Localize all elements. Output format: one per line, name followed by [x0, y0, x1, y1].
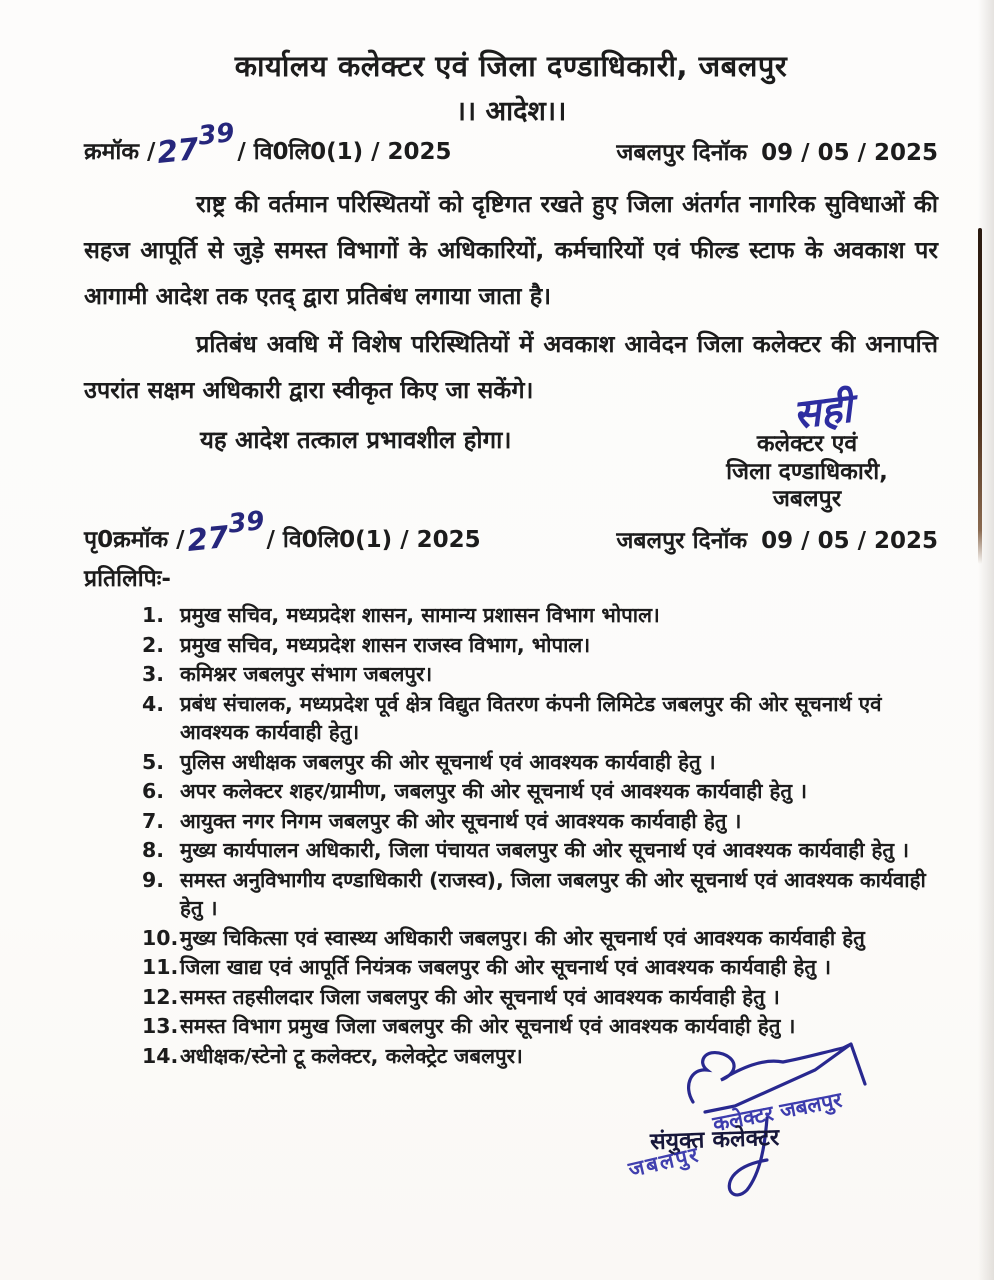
scan-edge-shadow — [978, 0, 994, 1280]
list-item: 14. अधीक्षक/स्टेनो टू कलेक्टर, कलेक्ट्रेट जबलपुर। — [142, 1043, 523, 1068]
list-item: 8. मुख्य कार्यपालन अधिकारी, जिला पंचायत जबलपुर की ओर सूचनार्थ एवं आवश्यक कार्यवाही हेतु । — [142, 838, 910, 862]
list-item: 11. जिला खाद्य एवं आपूर्ति नियंत्रक जबलपुर की ओर सूचनार्थ एवं आवश्यक कार्यवाही हेतु । — [142, 955, 831, 979]
list-item: 4. प्रबंध संचालक, मध्यप्रदेश पूर्व क्षेत्र विद्युत वितरण कंपनी लिमिटेड जबलपुर की ओर सूचनार्थ एवं आवश्यक कार्यवाही हेतु। — [142, 691, 882, 744]
date2-value: 09 / 05 / 2025 — [761, 528, 938, 554]
order-heading: ।। आदेश।। — [455, 96, 567, 127]
collector-signature-block — [672, 382, 942, 514]
effective-immediately-line: यह आदेश तत्काल प्रभावशील होगा। — [200, 426, 512, 454]
list-item: 7. आयुक्त नगर निगम जबलपुर की ओर सूचनार्थ एवं आवश्यक कार्यवाही हेतु । — [142, 808, 742, 833]
signatory-line-2: जिला दण्डाधिकारी, — [726, 458, 888, 485]
date-value: 09 / 05 / 2025 — [761, 140, 938, 166]
signatory-line-1: कलेक्टर एवं — [756, 431, 858, 457]
list-item: 6. अपर कलेक्टर शहर/ग्रामीण, जबलपुर की ओर सूचनार्थ एवं आवश्यक कार्यवाही हेतु । — [142, 779, 808, 803]
handwritten-ref-number-2: 2739 — [184, 505, 266, 559]
paragraph-1: राष्ट्र की वर्तमान परिस्थितयों को दृष्टिगत रखते हुए जिला अंतर्गत नागरिक सुविधाओं की सहज आपूर्ति से जुड़े समस्त विभागों के अधिकारियों, कर्मचारियों एवं फील्ड स्टाफ के अवकाश पर आगामी आदेश तक एतद् द्वारा प्रतिबंध लगाया जाता है। — [84, 190, 938, 310]
reference-date-row-top — [84, 117, 938, 171]
signatory-line-3: जबलपुर — [772, 486, 842, 512]
order-body — [84, 181, 938, 413]
reference-number-top — [84, 117, 452, 171]
paragraph-2: प्रतिबंध अवधि में विशेष परिस्थितियों में अवकाश आवेदन जिला कलेक्टर की अनापत्ति उपरांत सक्षम अधिकारी द्वारा स्वीकृत किए जा सकेंगे। — [84, 330, 938, 404]
list-item: 12. समस्त तहसीलदार जिला जबलपुर की ओर सूचनार्थ एवं आवश्यक कार्यवाही हेतु । — [142, 984, 780, 1009]
place-date-top — [616, 135, 938, 167]
date2-label: जबलपुर दिनॉक — [616, 528, 748, 554]
ref-suffix: / वि0लि0(1) / 2025 — [237, 139, 452, 165]
stamp-text-lower: जबलपुर — [626, 1142, 703, 1182]
list-item: 3. कमिश्नर जबलपुर संभाग जबलपुर। — [142, 662, 433, 686]
endorsement-number — [84, 505, 481, 559]
date-label: जबलपुर दिनॉक — [616, 140, 748, 166]
ref2-prefix: पृ0क्रमॉक / — [84, 527, 185, 553]
list-item: 13. समस्त विभाग प्रमुख जिला जबलपुर की ओर सूचनार्थ एवं आवश्यक कार्यवाही हेतु । — [142, 1014, 796, 1038]
ref-prefix: क्रमॉक / — [84, 139, 156, 165]
copy-to-label: प्रतिलिपिः- — [84, 566, 171, 592]
handwritten-ref-number: 2739 — [155, 117, 237, 171]
scan-edge-streak — [978, 228, 982, 564]
list-item: 5. पुलिस अधीक्षक जबलपुर की ओर सूचनार्थ एवं आवश्यक कार्यवाही हेतु । — [142, 749, 716, 774]
printed-designation: संयुक्त कलेक्टर — [649, 1124, 780, 1156]
stamp-text-upper: कलेक्टर जबलपुर — [710, 1087, 844, 1137]
reference-date-row-bottom — [84, 505, 938, 559]
ref2-suffix: / वि0लि0(1) / 2025 — [266, 527, 481, 553]
copy-distribution-list — [142, 601, 938, 1070]
joint-collector-signature-block — [620, 1040, 950, 1260]
list-item: 9. समस्त अनुविभागीय दण्डाधिकारी (राजस्व), जिला जबलपुर की ओर सूचनार्थ एवं आवश्यक कार्यवाही हेतु । — [142, 867, 926, 920]
handwritten-sahi-mark: सही — [790, 385, 855, 439]
list-item: 1. प्रमुख सचिव, मध्यप्रदेश शासन, सामान्य प्रशासन विभाग भोपाल। — [142, 603, 660, 627]
list-item: 2. प्रमुख सचिव, मध्यप्रदेश शासन राजस्व विभाग, भोपाल। — [142, 632, 591, 657]
place-date-bottom — [616, 523, 938, 555]
list-item: 10. मुख्य चिकित्सा एवं स्वास्थ्य अधिकारी जबलपुर। की ओर सूचनार्थ एवं आवश्यक कार्यवाही हेतु — [142, 925, 865, 950]
office-title: कार्यालय कलेक्टर एवं जिला दण्डाधिकारी, जबलपुर — [234, 49, 788, 83]
